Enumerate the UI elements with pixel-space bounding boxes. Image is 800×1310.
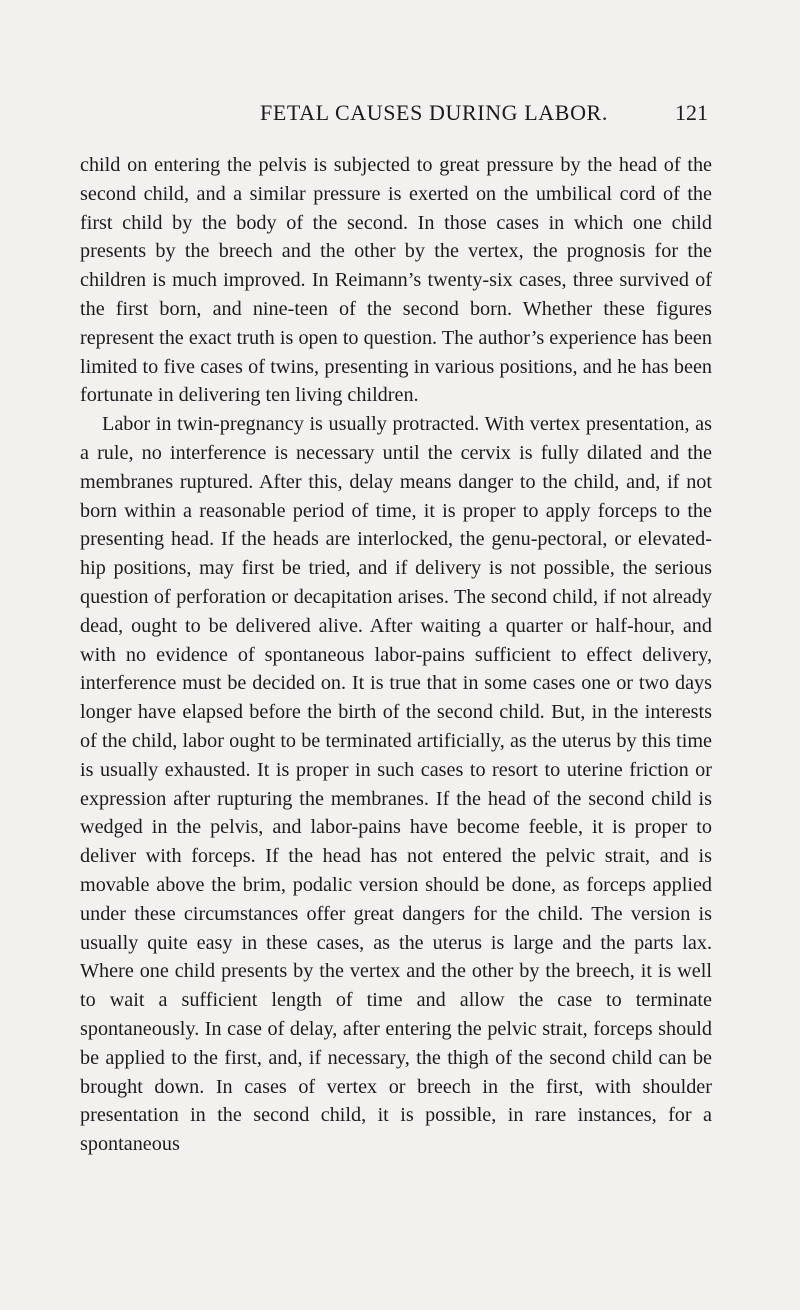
running-title: FETAL CAUSES DURING LABOR. xyxy=(260,100,608,125)
paragraph: Labor in twin-pregnancy is usually protracted. With vertex presentation, as a rule, no interference is necessary until the cervix is fully dilated and the membranes ruptured. After this, delay means danger to the child, and, if not born within a reasonable period of time, it is proper to apply forceps to the presenting head. If the heads are interlocked, the genu-pectoral, or elevated-hip positions, may first be tried, and if delivery is not possible, the serious question of perforation or decapitation arises. The second child, if not already dead, ought to be delivered alive. After waiting a quarter or half-hour, and with no evidence of spontaneous labor-pains sufficient to effect delivery, interference must be decided on. It is true that in some cases one or two days longer have elapsed before the birth of the second child. But, in the interests of the child, labor ought to be terminated artificially, as the uterus by this time is usually exhausted. It is proper in such cases to resort to uterine friction or expression after rupturing the membranes. If the head of the second child is wedged in the pelvis, and labor-pains have become feeble, it is proper to deliver with forceps. If the head has not entered the pelvic strait, and is movable above the brim, podalic version should be done, as forceps applied under these circumstances offer great dangers for the child. The version is usually quite easy in these cases, as the uterus is large and the parts lax. Where one child presents by the vertex and the other by the breech, it is well to wait a sufficient length of time and allow the case to terminate spontaneously. In case of delay, after entering the pelvic strait, forceps should be applied to the first, and, if necessary, the thigh of the second child can be brought down. In cases of vertex or breech in the first, with shoulder presentation in the second child, it is possible, in rare instances, for a spontaneous xyxy=(80,413,712,1156)
running-head xyxy=(0,100,800,136)
page-number: 121 xyxy=(675,100,708,125)
paragraph: child on entering the pelvis is subjected to great pressure by the head of the second child, and a similar pressure is exerted on the umbilical cord of the first child by the body of the second. In those cases in which one child presents by the breech and the other by the vertex, the prognosis for the children is much improved. In Reimann’s twenty-six cases, three survived of the first born, and nine-teen of the second born. Whether these figures represent the exact truth is open to question. The author’s experience has been limited to five cases of twins, presenting in various positions, and he has been fortunate in delivering ten living children. xyxy=(80,154,712,407)
body-text xyxy=(80,151,712,1159)
